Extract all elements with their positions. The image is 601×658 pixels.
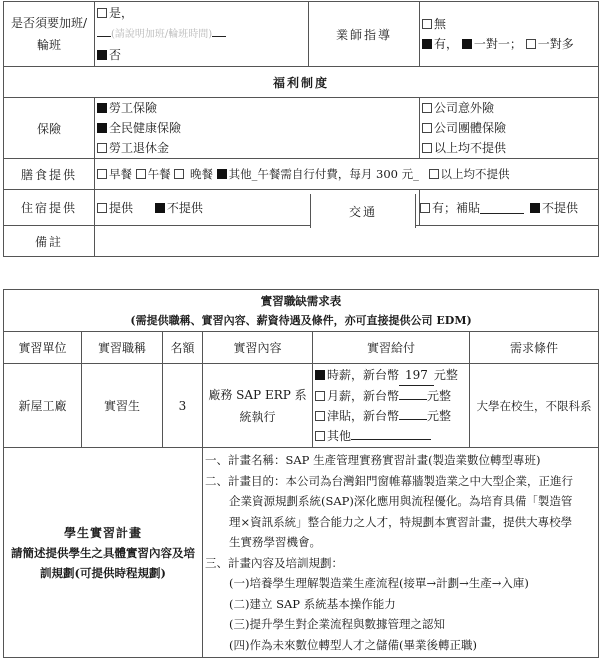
overtime-yes-label: 是，	[109, 6, 134, 20]
mentor-none-option[interactable]	[420, 14, 598, 34]
meals-label: 膳食提供	[20, 167, 77, 182]
mentor-label-cell	[309, 2, 420, 67]
transport-no-checkbox[interactable]	[530, 203, 540, 213]
vacancy-title-cell	[4, 290, 599, 332]
mentor-none-checkbox[interactable]	[422, 19, 432, 29]
overtime-time-field[interactable]	[95, 23, 308, 45]
insurance-none-checkbox[interactable]	[422, 143, 432, 153]
row-content-text: 廠務 SAP ERP 系統執行	[208, 387, 307, 424]
meals-other-checkbox[interactable]	[217, 169, 227, 179]
meals-other-option[interactable]	[217, 167, 419, 181]
meals-breakfast-checkbox[interactable]	[97, 169, 107, 179]
header-quota: 名額	[163, 332, 203, 364]
mentor-one-to-one-label: 一對一；	[473, 37, 522, 51]
welfare-section-title	[4, 67, 599, 98]
lodging-yes-checkbox[interactable]	[97, 203, 107, 213]
pay-other-label: 其他	[327, 429, 352, 443]
pay-monthly-option[interactable]	[313, 386, 469, 406]
pay-other-amount[interactable]	[351, 427, 431, 440]
pay-monthly-suffix: 元整	[427, 389, 452, 403]
row-requirements: 大學在校生，不限科系	[470, 364, 599, 448]
lodging-yes-option[interactable]	[97, 201, 133, 215]
transport-has-label: 有；補貼	[432, 201, 481, 215]
mentor-label: 業師指導	[335, 27, 392, 42]
insurance-labor-checkbox[interactable]	[97, 103, 107, 113]
plan-line: (一)培養學生理解製造業生產流程(接單→計劃→生產→入庫)	[229, 576, 529, 590]
transport-cell	[420, 190, 599, 226]
plan-line: (三)提升學生對企業流程與數據管理之認知	[229, 617, 445, 631]
meals-lunch-label: 午餐	[147, 167, 171, 181]
transport-has-option[interactable]	[420, 199, 480, 216]
remarks-label-cell	[4, 226, 95, 257]
plan-label-desc: 請簡述提供學生之具體實習內容及培訓規劃(可提供時程規劃)	[11, 545, 195, 580]
insurance-pension-option[interactable]	[95, 138, 419, 158]
overtime-no-option[interactable]	[95, 45, 308, 65]
plan-line: 一、計畫名稱：SAP 生產管理實務實習計畫(製造業數位轉型專班)	[205, 453, 541, 467]
meals-lunch-checkbox[interactable]	[136, 169, 146, 179]
pay-other-checkbox[interactable]	[315, 431, 325, 441]
pay-hourly-label: 時薪，新台幣	[327, 368, 400, 382]
meals-dinner-label: 晚餐	[186, 167, 213, 181]
pay-allowance-checkbox[interactable]	[315, 411, 325, 421]
insurance-right-cell	[420, 98, 599, 159]
meals-dinner-option[interactable]	[174, 167, 213, 181]
insurance-pension-checkbox[interactable]	[97, 143, 107, 153]
row-position: 實習生	[82, 364, 163, 448]
pay-hourly-amount[interactable]: 197	[399, 365, 434, 386]
overtime-yes-checkbox[interactable]	[97, 8, 107, 18]
vacancy-row	[4, 364, 599, 448]
overtime-no-label: 否	[109, 48, 122, 62]
plan-line: 二、計畫目的：本公司為台灣鋁門窗帷幕牆製造業之中大型企業，正進行	[205, 473, 573, 488]
lodging-yes-label: 提供	[109, 200, 134, 215]
vacancy-header-row	[4, 332, 599, 364]
header-content: 實習內容	[203, 332, 313, 364]
mentor-one-to-one-checkbox[interactable]	[462, 39, 472, 49]
vacancy-table	[3, 289, 599, 658]
transport-label-text: 交通	[348, 204, 377, 219]
pay-allowance-amount[interactable]	[399, 407, 427, 420]
meals-lunch-option[interactable]	[136, 167, 171, 181]
mentor-none-label: 無	[434, 17, 447, 31]
plan-line: 生實務學習機會。	[229, 535, 321, 549]
pay-monthly-amount[interactable]	[399, 387, 427, 400]
overtime-label-cell	[4, 2, 95, 67]
mentor-has-option[interactable]	[420, 34, 598, 54]
lodging-label: 住宿提供	[20, 201, 77, 215]
header-position: 實習職稱	[82, 332, 163, 364]
insurance-accident-label: 公司意外險	[434, 101, 495, 115]
insurance-label-cell	[4, 98, 95, 159]
transport-no-label: 不提供	[542, 201, 579, 215]
insurance-left-cell	[95, 98, 420, 159]
welfare-table	[3, 1, 599, 257]
plan-label-title: 學生實習計畫	[63, 525, 142, 540]
insurance-none-option[interactable]	[420, 138, 598, 158]
meals-none-label: 以上均不提供	[440, 167, 510, 181]
overtime-no-checkbox[interactable]	[97, 50, 107, 60]
row-quota: 3	[163, 364, 203, 448]
pay-hourly-suffix: 元整	[433, 368, 458, 382]
meals-breakfast-option[interactable]	[97, 167, 132, 181]
lodging-no-checkbox[interactable]	[155, 203, 165, 213]
underline	[212, 24, 226, 37]
meals-none-option[interactable]	[429, 167, 510, 181]
remarks-label: 備註	[34, 234, 63, 249]
row-pay-cell	[313, 364, 470, 448]
overtime-label: 是否須要加班/輪班	[10, 16, 88, 52]
meals-other-label: 其他_午餐需自行付費，每月 300 元_	[228, 167, 419, 181]
insurance-label: 保險	[36, 121, 61, 136]
plan-line: 理×資訊系統」整合能力之人才，特規劃本實習計畫，提供大專校學	[229, 514, 573, 529]
mentor-options-cell	[420, 2, 599, 67]
underline	[97, 24, 111, 37]
pay-hourly-option[interactable]	[313, 365, 469, 386]
plan-line: (四)作為未來數位轉型人才之儲備(畢業後轉正職)	[229, 637, 477, 652]
pay-monthly-checkbox[interactable]	[315, 391, 325, 401]
insurance-health-label: 全民健康保險	[109, 121, 182, 135]
row-content	[203, 364, 313, 448]
insurance-pension-label: 勞工退休金	[109, 141, 170, 155]
insurance-none-label: 以上均不提供	[434, 141, 507, 155]
plan-label-cell	[4, 448, 203, 658]
pay-hourly-checkbox[interactable]	[315, 370, 325, 380]
plan-content-cell[interactable]	[203, 448, 599, 658]
pay-allowance-suffix: 元整	[427, 409, 452, 423]
meals-options-cell	[95, 159, 599, 190]
pay-allowance-label: 津貼，新台幣	[327, 409, 400, 423]
overtime-options-cell	[95, 2, 309, 67]
lodging-label-cell	[4, 190, 95, 226]
pay-allowance-option[interactable]	[313, 406, 469, 426]
vacancy-subtitle: (需提供職稱、實習內容、薪資待遇及條件，亦可直接提供公司 EDM)	[130, 313, 472, 327]
row-unit: 新屋工廠	[4, 364, 82, 448]
transport-no-option[interactable]	[530, 199, 578, 216]
meals-breakfast-label: 早餐	[109, 167, 132, 181]
overtime-time-placeholder: (請說明加班/輪班時間)	[111, 29, 213, 40]
overtime-yes-option[interactable]	[95, 3, 308, 23]
mentor-has-checkbox[interactable]	[422, 39, 432, 49]
transport-subsidy-field[interactable]	[480, 201, 524, 214]
insurance-labor-option[interactable]	[95, 98, 419, 118]
insurance-group-label: 公司團體保險	[434, 121, 507, 135]
transport-has-checkbox[interactable]	[420, 203, 430, 213]
insurance-health-option[interactable]	[95, 118, 419, 138]
plan-row	[4, 448, 599, 658]
insurance-accident-option[interactable]	[420, 98, 598, 118]
plan-line: 企業資源規劃系統(SAP)深化應用與流程優化。為培育具備「製造管	[229, 494, 573, 508]
meals-label-cell	[4, 159, 95, 190]
header-pay: 實習給付	[313, 332, 470, 364]
mentor-one-to-many-label: 一對多	[537, 37, 574, 51]
meals-none-checkbox[interactable]	[429, 169, 439, 179]
meals-dinner-checkbox[interactable]	[174, 169, 184, 179]
mentor-one-to-many-checkbox[interactable]	[526, 39, 536, 49]
mentor-has-label: 有，	[434, 37, 459, 51]
lodging-no-label: 不提供	[166, 200, 203, 215]
lodging-no-option[interactable]	[155, 201, 203, 215]
insurance-accident-checkbox[interactable]	[422, 103, 432, 113]
insurance-labor-label: 勞工保險	[109, 101, 158, 115]
header-unit: 實習單位	[4, 332, 82, 364]
plan-line: (二)建立 SAP 系統基本操作能力	[229, 596, 396, 611]
insurance-health-checkbox[interactable]	[97, 123, 107, 133]
vacancy-title: 實習職缺需求表	[260, 293, 342, 308]
header-requirements: 需求條件	[470, 332, 599, 364]
transport-label	[310, 194, 416, 228]
welfare-section-title-text: 福利制度	[272, 75, 329, 90]
insurance-group-option[interactable]	[420, 118, 598, 138]
pay-other-option[interactable]	[313, 426, 469, 446]
remarks-field[interactable]	[95, 226, 599, 257]
insurance-group-checkbox[interactable]	[422, 123, 432, 133]
pay-monthly-label: 月薪，新台幣	[327, 389, 400, 403]
plan-line: 三、計畫內容及培訓規劃：	[205, 555, 343, 570]
